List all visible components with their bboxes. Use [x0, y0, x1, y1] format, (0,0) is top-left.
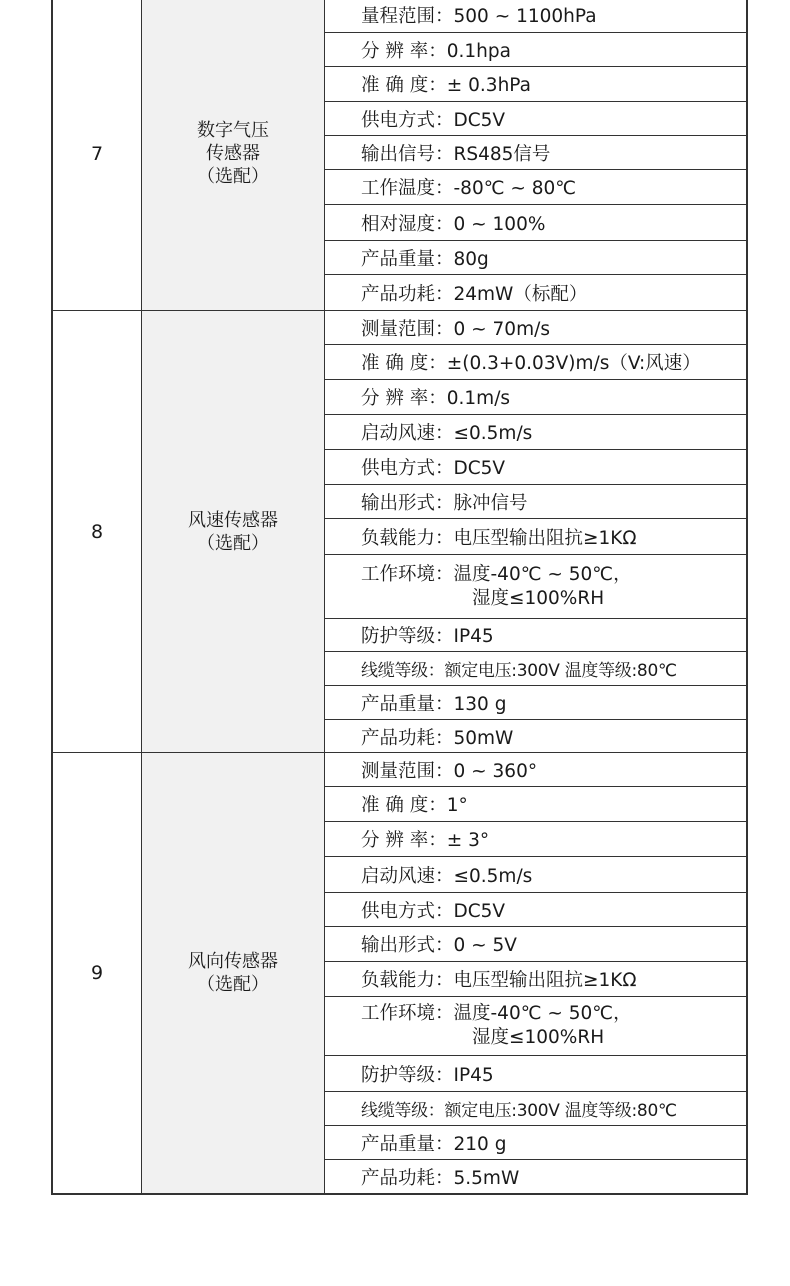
spec-text-continued: 湿度≤100%RH — [472, 587, 605, 609]
spec-text: 启动风速：≤0.5m/s — [361, 865, 533, 887]
spec-row — [325, 169, 746, 204]
spec-text: 防护等级：IP45 — [361, 626, 494, 647]
item-name-line: （选配） — [197, 974, 269, 995]
spec-row — [325, 786, 746, 821]
spec-row — [325, 204, 746, 240]
spec-list — [325, 753, 746, 1193]
item-number — [53, 311, 142, 752]
spec-row — [325, 344, 746, 379]
spec-row — [325, 379, 746, 414]
item-number-text: 8 — [90, 520, 104, 543]
item-name-line: 风速传感器 — [188, 509, 278, 531]
spec-row — [325, 719, 746, 753]
spec-row — [325, 821, 746, 856]
item-name-line: 数字气压 — [197, 120, 269, 141]
item-name-line: （选配） — [197, 532, 269, 554]
spec-text: 启动风速：≤0.5m/s — [361, 423, 533, 444]
item-number — [53, 753, 142, 1193]
spec-row — [325, 618, 746, 651]
item-name-line: 风向传感器 — [188, 951, 278, 972]
spec-text: 产品功耗：24mW（标配） — [361, 283, 588, 305]
spec-text: 输出形式：脉冲信号 — [361, 492, 528, 514]
spec-text: 工作环境：温度-40℃ ~ 50℃， — [361, 563, 632, 585]
spec-text: 分 辨 率：0.1m/s — [361, 388, 511, 409]
spec-row — [325, 32, 746, 66]
spec-text: 量程范围：500 ~ 1100hPa — [361, 5, 597, 27]
table-group-7 — [53, 0, 746, 310]
item-number-text: 7 — [90, 142, 104, 165]
spec-text: 工作环境：温度-40℃ ~ 50℃， — [361, 1003, 632, 1024]
item-name — [142, 311, 325, 752]
spec-row — [325, 996, 746, 1055]
spec-text: 防护等级：IP45 — [361, 1064, 494, 1086]
spec-text: 输出信号：RS485信号 — [361, 143, 551, 165]
spec-text: 供电方式：DC5V — [361, 900, 506, 922]
item-number — [53, 0, 142, 310]
spec-text: 输出形式：0 ~ 5V — [361, 935, 517, 956]
spec-text: 分 辨 率：0.1hpa — [361, 40, 511, 62]
item-name-line: （选配） — [197, 166, 269, 187]
spec-row — [325, 554, 746, 618]
spec-row — [325, 1159, 746, 1194]
spec-text: 产品功耗：5.5mW — [361, 1168, 520, 1189]
spec-text: 线缆等级：额定电压:300V 温度等级:80℃ — [361, 661, 677, 681]
spec-row — [325, 66, 746, 101]
item-name — [142, 753, 325, 1193]
spec-text: 供电方式：DC5V — [361, 458, 506, 479]
spec-row — [325, 926, 746, 961]
spec-row — [325, 856, 746, 892]
spec-list — [325, 311, 746, 752]
spec-row — [325, 1091, 746, 1125]
spec-text: 产品功耗：50mW — [361, 727, 514, 749]
spec-text: 产品重量：210 g — [361, 1133, 507, 1155]
spec-row — [325, 101, 746, 135]
spec-row — [325, 961, 746, 996]
spec-text: 工作温度：-80℃ ~ 80℃ — [361, 178, 577, 199]
spec-row — [325, 1125, 746, 1159]
spec-text: 分 辨 率：± 3° — [361, 830, 490, 851]
spec-text: 准 确 度：1° — [361, 795, 468, 816]
spec-text: 线缆等级：额定电压:300V 温度等级:80℃ — [361, 1101, 677, 1121]
spec-row — [325, 274, 746, 310]
item-name — [142, 0, 325, 310]
spec-row — [325, 135, 746, 169]
spec-row — [325, 753, 746, 786]
spec-row — [325, 685, 746, 719]
spec-row — [325, 484, 746, 518]
spec-row — [325, 414, 746, 449]
spec-text: 供电方式：DC5V — [361, 109, 506, 131]
spec-text: 产品重量：130 g — [361, 693, 507, 715]
spec-list — [325, 0, 746, 310]
spec-row — [325, 1055, 746, 1091]
spec-text: 准 确 度：±(0.3+0.03V)m/s（V:风速） — [361, 353, 701, 374]
spec-text-continued: 湿度≤100%RH — [472, 1027, 605, 1048]
spec-table — [51, 0, 748, 1195]
spec-text: 负载能力：电压型输出阻抗≥1KΩ — [361, 970, 637, 991]
spec-text: 负载能力：电压型输出阻抗≥1KΩ — [361, 527, 637, 549]
item-number-text: 9 — [90, 962, 104, 984]
spec-row — [325, 311, 746, 344]
spec-text: 产品重量：80g — [361, 248, 489, 270]
spec-text: 测量范围：0 ~ 70m/s — [361, 318, 550, 340]
spec-row — [325, 0, 746, 32]
item-name-line: 传感器 — [206, 143, 260, 164]
spec-row — [325, 651, 746, 685]
table-group-9 — [53, 752, 746, 1193]
spec-row — [325, 518, 746, 554]
table-group-8 — [53, 310, 746, 752]
spec-row — [325, 892, 746, 926]
spec-text: 相对湿度：0 ~ 100% — [361, 213, 546, 235]
spec-text: 测量范围：0 ~ 360° — [361, 760, 538, 782]
spec-row — [325, 240, 746, 274]
spec-row — [325, 449, 746, 484]
spec-text: 准 确 度：± 0.3hPa — [361, 75, 531, 96]
